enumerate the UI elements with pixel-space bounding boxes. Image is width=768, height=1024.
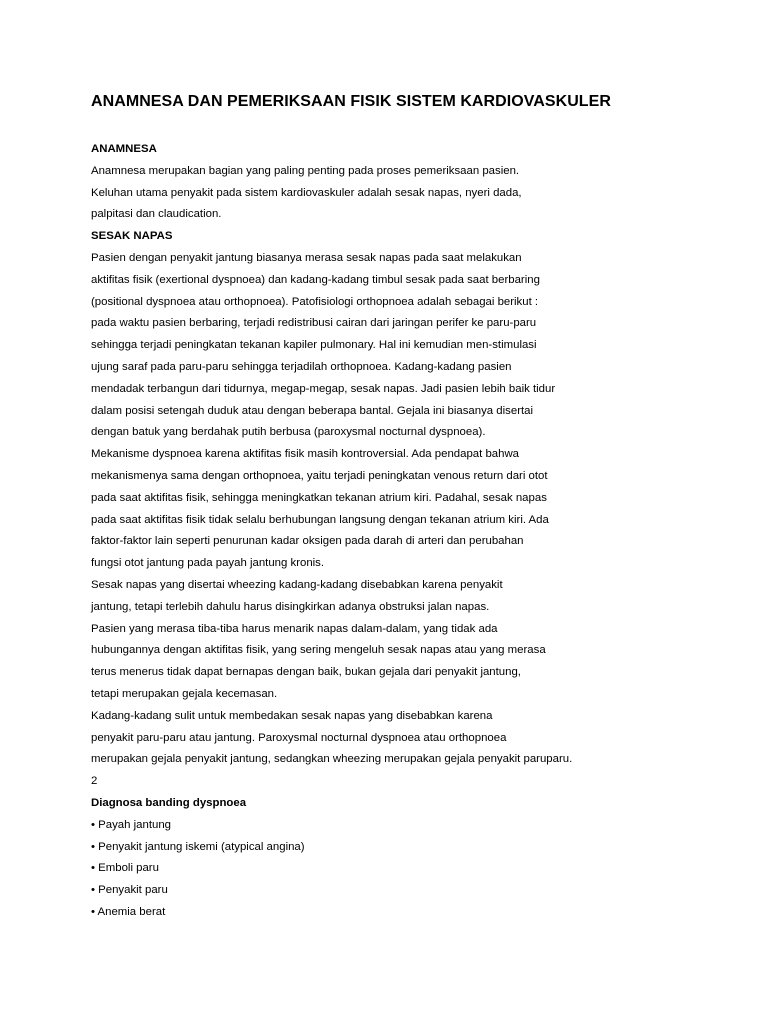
document-body <box>91 139 731 924</box>
body-text-line: dengan batuk yang berdahak putih berbusa (paroxysmal nocturnal dyspnoea). <box>91 426 486 439</box>
body-text-line: mendadak terbangun dari tidurnya, megap-megap, sesak napas. Jadi pasien lebih baik tidur <box>91 382 556 395</box>
body-text-line: pada waktu pasien berbaring, terjadi redistribusi cairan dari jaringan perifer ke paru-paru <box>91 317 537 330</box>
body-text-line: ujung saraf pada paru-paru sehingga terjadilah orthopnoea. Kadang-kadang pasien <box>91 360 512 373</box>
body-text-line: Sesak napas yang disertai wheezing kadang-kadang disebabkan karena penyakit <box>91 578 503 591</box>
document-title: ANAMNESA DAN PEMERIKSAAN FISIK SISTEM KARDIOVASKULER <box>91 93 611 110</box>
body-text-line: palpitasi dan claudication. <box>91 208 222 221</box>
body-text-line: dalam posisi setengah duduk atau dengan beberapa bantal. Gejala ini biasanya disertai <box>91 404 534 417</box>
list-item: • Anemia berat <box>91 905 166 918</box>
body-text-line: terus menerus tidak dapat bernapas dengan baik, bukan gejala dari penyakit jantung, <box>91 666 521 679</box>
body-text-line: faktor-faktor lain seperti penurunan kadar oksigen pada darah di arteri dan perubahan <box>91 535 524 548</box>
body-text-line: Mekanisme dyspnoea karena aktifitas fisik masih kontroversial. Ada pendapat bahwa <box>91 448 520 461</box>
body-text-line: Pasien yang merasa tiba-tiba harus menarik napas dalam-dalam, yang tidak ada <box>91 622 498 635</box>
body-text-line: pada saat aktifitas fisik, sehingga meningkatkan tekanan atrium kiri. Padahal, sesak napas <box>91 491 547 504</box>
list-item: • Emboli paru <box>91 862 159 875</box>
page-number: 2 <box>91 775 98 788</box>
section-heading: Diagnosa banding dyspnoea <box>91 796 247 809</box>
list-item: • Payah jantung <box>91 818 171 831</box>
body-text-line: hubungannya dengan aktifitas fisik, yang sering mengeluh sesak napas atau yang merasa <box>91 644 546 657</box>
body-text-line: Pasien dengan penyakit jantung biasanya merasa sesak napas pada saat melakukan <box>91 251 522 264</box>
list-item: • Penyakit paru <box>91 884 168 897</box>
body-text-line: merupakan gejala penyakit jantung, sedangkan wheezing merupakan gejala penyakit paruparu. <box>91 753 573 766</box>
body-text-line: mekanismenya sama dengan orthopnoea, yaitu terjadi peningkatan venous return dari otot <box>91 469 548 482</box>
body-text-line: sehingga terjadi peningkatan tekanan kapiler pulmonary. Hal ini kemudian men-stimulasi <box>91 339 537 352</box>
body-text-line: aktifitas fisik (exertional dyspnoea) dan kadang-kadang timbul sesak pada saat berbaring <box>91 273 540 286</box>
body-text-line: penyakit paru-paru atau jantung. Paroxysmal nocturnal dyspnoea atau orthopnoea <box>91 731 507 744</box>
body-text-line: pada saat aktifitas fisik tidak selalu berhubungan langsung dengan tekanan atrium kiri. Ada <box>91 513 549 526</box>
body-text-line: tetapi merupakan gejala kecemasan. <box>91 687 278 700</box>
body-text-line: Kadang-kadang sulit untuk membedakan sesak napas yang disebabkan karena <box>91 709 493 722</box>
section-heading: ANAMNESA <box>91 143 157 155</box>
body-text-line: jantung, tetapi terlebih dahulu harus disingkirkan adanya obstruksi jalan napas. <box>91 600 490 613</box>
list-item: • Penyakit jantung iskemi (atypical angina) <box>91 840 305 853</box>
body-text-line: (positional dyspnoea atau orthopnoea). Patofisiologi orthopnoea adalah sebagai berikut : <box>91 295 539 308</box>
body-text-line: fungsi otot jantung pada payah jantung kronis. <box>91 557 325 570</box>
section-heading: SESAK NAPAS <box>91 230 173 243</box>
body-text-line: Keluhan utama penyakit pada sistem kardiovaskuler adalah sesak napas, nyeri dada, <box>91 186 522 199</box>
body-text-line: Anamnesa merupakan bagian yang paling penting pada proses pemeriksaan pasien. <box>91 164 520 177</box>
